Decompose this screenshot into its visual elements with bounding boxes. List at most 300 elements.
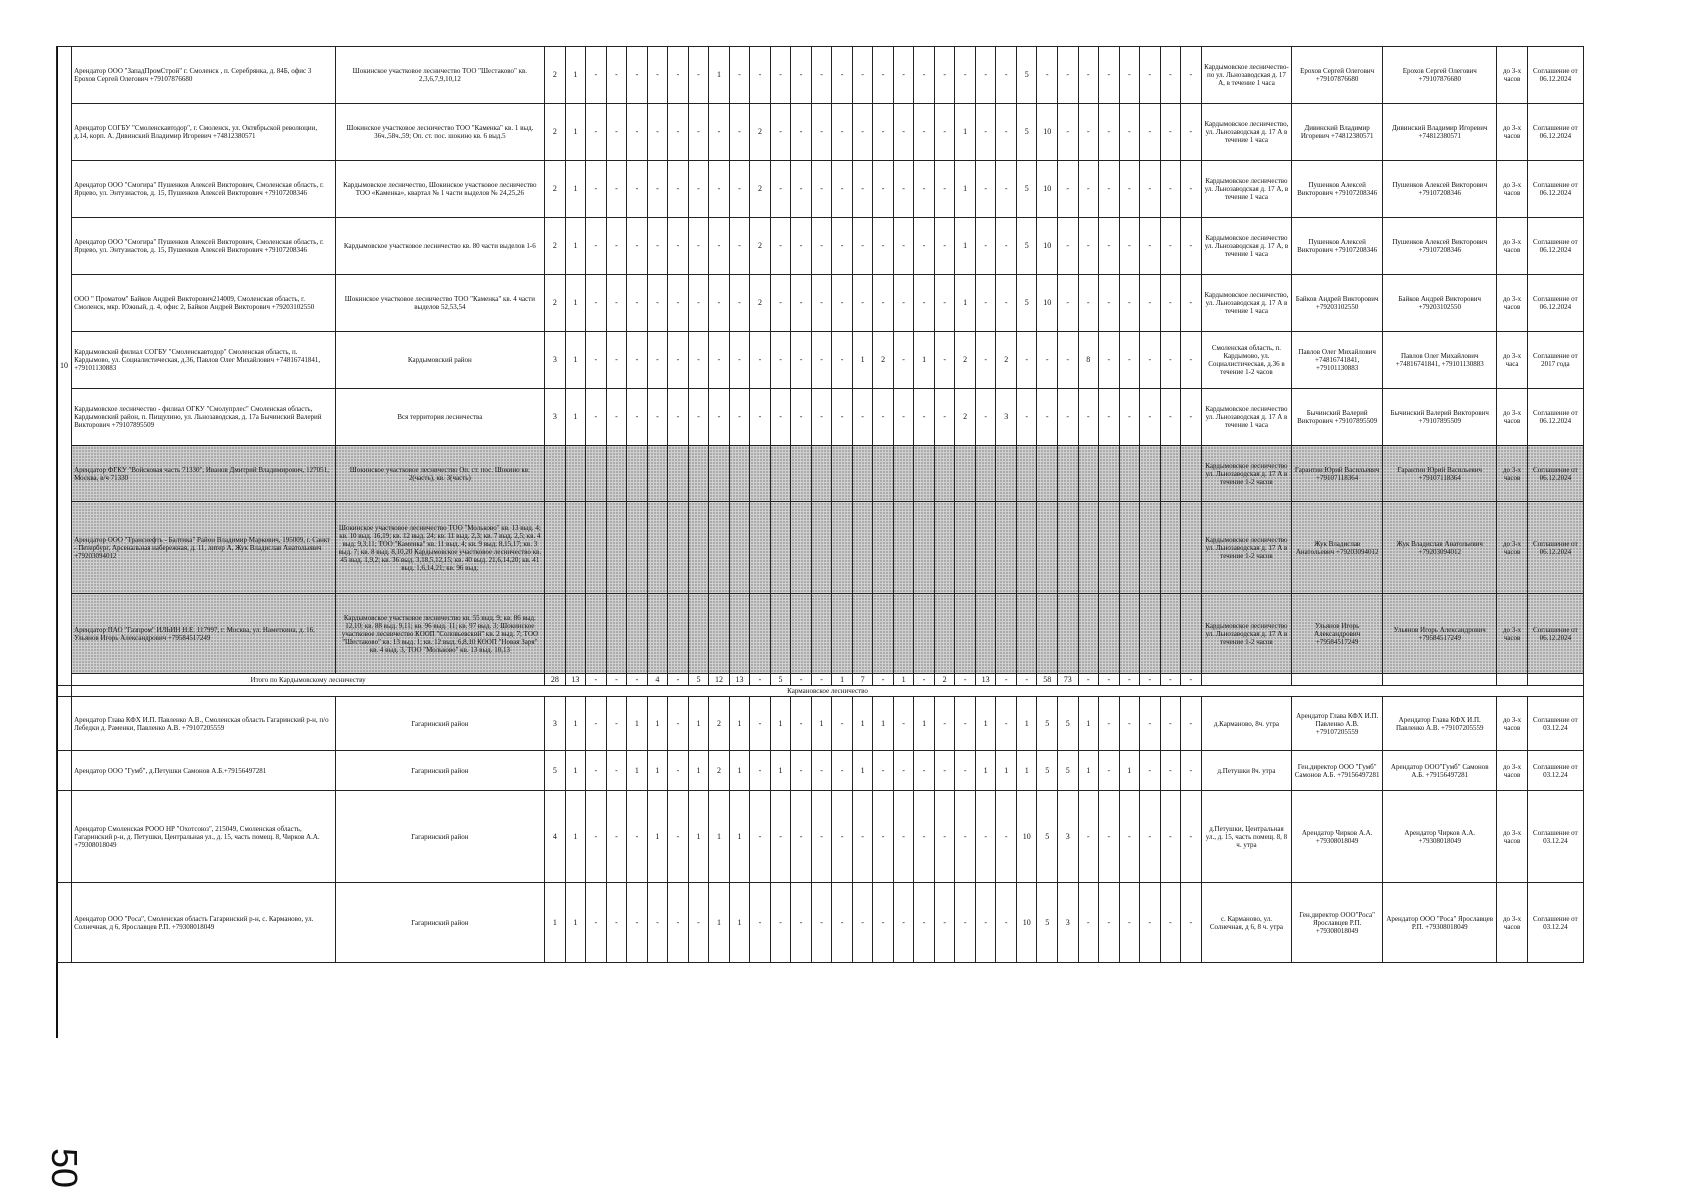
organization-cell: Кардымовский филиал СОГБУ "Смоленскавтодор" Смоленская область, п. Кардымово, ул. Социалистическая, д.36, Павлов Олег Михайлович +74816741841, +79101130883 [72,332,335,389]
resource-count-cell [1181,446,1202,502]
resource-count-cell: - [996,161,1017,218]
resource-count-cell: - [873,275,894,332]
total-count-cell: 58 [1037,674,1058,686]
resource-count-cell: 5 [1057,751,1078,791]
resource-count-cell: - [750,332,771,389]
resource-count-cell: - [914,751,935,791]
resource-count-cell: - [770,791,791,883]
resource-count-cell: - [1181,161,1202,218]
resource-count-cell: - [1181,791,1202,883]
resource-count-cell: 1 [709,47,730,104]
resource-count-cell: - [1057,389,1078,446]
table-row [57,791,1584,883]
resource-count-cell: 3 [545,389,566,446]
resource-count-cell: 1 [688,697,709,751]
total-count-cell: - [955,674,976,686]
resource-count-cell [729,446,750,502]
resource-count-cell: - [893,161,914,218]
table-row [57,697,1584,751]
contact-person-cell: Арендатор ООО "Роса" Ярославцев Р.П. +79308018049 [1383,883,1497,963]
resource-count-cell [914,594,935,674]
resource-count-cell [770,502,791,594]
responsible-contact-cell: Пушенков Алексей Викторович +79107208346 [1292,218,1383,275]
resource-count-cell [688,594,709,674]
arrival-time-cell: до 3-х часов [1497,275,1527,332]
resource-count-cell: - [750,751,771,791]
resource-count-cell: 1 [729,751,750,791]
resource-count-cell: - [750,791,771,883]
resource-count-cell: - [811,332,832,389]
resource-count-cell: - [1099,883,1120,963]
total-count-cell: - [1140,674,1161,686]
resource-count-cell: 1 [565,104,586,161]
resource-count-cell: - [914,275,935,332]
contact-person-cell: Пушенков Алексей Викторович +79107208346 [1383,218,1497,275]
resource-count-cell: 1 [1016,697,1037,751]
total-count-cell: 5 [688,674,709,686]
resource-count-cell: - [668,751,689,791]
agreement-cell: Соглашение от 06.12.2024 [1527,594,1583,674]
resource-count-cell: - [934,883,955,963]
resource-count-cell: 1 [647,697,668,751]
resource-count-cell: - [1181,104,1202,161]
resource-count-cell: 1 [770,751,791,791]
resource-count-cell: 1 [729,697,750,751]
resource-count-cell [1099,502,1120,594]
total-count-cell: 13 [975,674,996,686]
location-cell: Шокинское участковое лесничество ТОО "Каменка" кв. 4 части выделов 52,53,54 [335,275,545,332]
resource-count-cell [873,502,894,594]
resource-count-cell: - [709,389,730,446]
resource-count-cell: 1 [729,791,750,883]
resource-count-cell: - [996,47,1017,104]
resource-count-cell: 2 [545,104,566,161]
resource-count-cell: 5 [1037,883,1058,963]
resource-count-cell: 1 [955,218,976,275]
resource-count-cell: - [606,791,627,883]
resource-count-cell: - [1140,275,1161,332]
resource-count-cell: - [606,332,627,389]
resource-count-cell: - [1099,104,1120,161]
agreement-cell: Соглашение от 06.12.2024 [1527,275,1583,332]
contact-person-cell: Ульянов Игорь Александрович +79584517249 [1383,594,1497,674]
contact-person-cell: Жук Владислав Анатольевич +79203094012 [1383,502,1497,594]
resource-count-cell: - [750,47,771,104]
resource-count-cell: - [668,218,689,275]
resource-count-cell: 10 [1037,161,1058,218]
contact-person-cell: Пушенков Алексей Викторович +79107208346 [1383,161,1497,218]
resource-count-cell: - [606,104,627,161]
resource-count-cell: - [832,104,853,161]
responsible-contact-cell: Ген.директор ООО"Роса" Ярославцев Р.П. +79308018049 [1292,883,1383,963]
resource-count-cell: - [1078,389,1099,446]
resource-count-cell: 1 [811,697,832,751]
resource-count-cell: - [791,218,812,275]
resource-count-cell: - [668,883,689,963]
location-cell: Гагаринский район [335,697,545,751]
resource-count-cell: - [893,791,914,883]
resource-count-cell [1099,594,1120,674]
resource-count-cell: - [811,47,832,104]
total-empty-cell [1383,674,1497,686]
resource-count-cell: - [914,47,935,104]
resource-count-cell: 4 [545,791,566,883]
table-row [57,751,1584,791]
resource-count-cell: - [770,275,791,332]
total-count-cell: 13 [729,674,750,686]
resource-count-cell: - [606,218,627,275]
total-empty-cell [1527,674,1583,686]
address-cell: Кардымовское лесничество ул. Льнозаводская д. 17 А, в течение 1 часа [1201,161,1292,218]
resource-count-cell: - [668,275,689,332]
resource-count-cell: - [606,47,627,104]
resource-count-cell: - [1057,161,1078,218]
table-row [57,47,1584,104]
total-empty-cell [1292,674,1383,686]
total-empty-cell [1497,674,1527,686]
resource-count-cell: - [934,218,955,275]
contact-person-cell: Арендатор ООО"Гумб" Самонов А.Б. +79156497281 [1383,751,1497,791]
resource-count-cell: - [1016,332,1037,389]
resource-count-cell: - [1099,697,1120,751]
resource-count-cell: 1 [565,697,586,751]
resource-count-cell: 1 [852,697,873,751]
resource-count-cell: 2 [750,218,771,275]
resource-count-cell: 1 [565,218,586,275]
resource-count-cell [545,594,566,674]
row-index-cell [57,791,72,883]
resource-count-cell [565,502,586,594]
resource-count-cell: 1 [1078,751,1099,791]
resource-count-cell: - [606,883,627,963]
resource-count-cell: 2 [955,332,976,389]
resource-count-cell [873,446,894,502]
resource-count-cell [709,502,730,594]
resource-count-cell: - [1181,751,1202,791]
address-cell: д.Петушки, Центральная ул., д. 15, часть помещ. 8, 8 ч. утра [1201,791,1292,883]
resource-count-cell [1016,502,1037,594]
resource-count-cell: - [832,332,853,389]
resource-count-cell: - [1160,751,1181,791]
resource-count-cell: 2 [545,47,566,104]
resource-count-cell: 1 [1119,751,1140,791]
resource-count-cell [647,594,668,674]
total-count-cell: - [750,674,771,686]
resource-count-cell [1099,446,1120,502]
resource-count-cell: - [791,332,812,389]
resource-count-cell: - [1037,47,1058,104]
location-cell: Шокинское участковое лесничество ТОО "Шестаково" кв. 2,3,6,7,9,10,12 [335,47,545,104]
resource-count-cell [606,446,627,502]
resource-count-cell [627,594,648,674]
resource-count-cell [1181,502,1202,594]
resource-count-cell: - [811,791,832,883]
arrival-time-cell: до 3-х часов [1497,218,1527,275]
resource-count-cell: - [1099,161,1120,218]
resource-count-cell: - [770,218,791,275]
resource-count-cell: - [934,47,955,104]
arrival-time-cell: до 3-х часов [1497,697,1527,751]
resource-count-cell: 5 [1016,104,1037,161]
resource-count-cell: - [914,791,935,883]
resource-count-cell [832,594,853,674]
total-count-cell: - [873,674,894,686]
resource-count-cell: - [914,218,935,275]
resource-count-cell: - [914,389,935,446]
resource-count-cell: - [852,161,873,218]
resource-count-cell: - [1140,697,1161,751]
organization-cell: Арендатор ООО "Смогира" Пушенков Алексей Викторович, Смоленская область, г. Ярцево, ул. Энтузиастов, д. 15, Пушенков Алексей Викторович +79107208346 [72,161,335,218]
resource-count-cell: 3 [545,332,566,389]
resource-count-cell [1016,594,1037,674]
resource-count-cell: - [791,751,812,791]
resource-count-cell: 1 [545,883,566,963]
resource-count-cell: - [1160,791,1181,883]
resource-count-cell: - [852,389,873,446]
resource-count-cell: - [1181,218,1202,275]
resource-count-cell [1181,594,1202,674]
resource-count-cell [832,502,853,594]
resource-count-cell: - [893,275,914,332]
resource-count-cell: - [709,275,730,332]
total-count-cell: 7 [852,674,873,686]
resource-count-cell [1037,502,1058,594]
resource-count-cell: 1 [914,332,935,389]
resource-count-cell: - [606,161,627,218]
resource-count-cell: 10 [1037,275,1058,332]
resource-count-cell: - [955,791,976,883]
resource-count-cell [852,502,873,594]
resource-count-cell: - [811,751,832,791]
resource-count-cell: - [586,697,607,751]
resource-count-cell [975,446,996,502]
resource-count-cell: 1 [1078,697,1099,751]
resource-count-cell: - [996,697,1017,751]
resource-count-cell: - [1078,275,1099,332]
resource-count-cell: - [832,218,853,275]
resource-count-cell: 1 [647,751,668,791]
agreement-cell: Соглашение от 2017 года [1527,332,1583,389]
resource-count-cell: - [647,104,668,161]
resource-count-cell: 1 [627,697,648,751]
total-label: Итого по Кардымовскому лесничеству [72,674,545,686]
location-cell: Шокинское участковое лесничество ТОО "Мольково" кв. 13 выд. 4; кв. 10 выд. 16,19; кв. 12 выд. 24; кв. 11 выд. 2,3; кв. 7 выд. 2,5; кв. 4 выд. 9,3,11; ТОО "Каменка" кв. 11 выд. 4; кв. 9 выд. 8,15,17; кв. 3 выд. 7; кв. 8 выд. 8,10,20 Кардымовское участковое лесничество кв. 45 выд. 1,9,2; кв. 36 выд. 3,18,5,12,15; кв. 40 выд. 21,6,14,20; кв. 41 выд. 1,6,14,21; кв. 96 выд. [335,502,545,594]
total-row [57,674,1584,686]
resource-count-cell: - [1078,47,1099,104]
address-cell: Кардымовское лесничество ул. Льнозаводская д. 17 А в течение 1 часа [1201,389,1292,446]
resource-count-cell [811,446,832,502]
resource-count-cell: - [811,218,832,275]
resource-count-cell [1057,502,1078,594]
total-count-cell: - [668,674,689,686]
resource-count-cell: - [1181,883,1202,963]
resource-count-cell: - [770,332,791,389]
contact-person-cell: Ерохов Сергей Олегович +79107876680 [1383,47,1497,104]
address-cell: Кардымовское лесничество ул. Льнозаводская д. 17 А в течение 1-2 часов [1201,594,1292,674]
total-count-cell: - [627,674,648,686]
agreement-cell: Соглашение от 03.12.24 [1527,791,1583,883]
resource-count-cell: 1 [729,883,750,963]
resource-count-cell: - [1160,883,1181,963]
total-count-cell: 73 [1057,674,1078,686]
resource-count-cell: 5 [545,751,566,791]
resource-count-cell: - [770,47,791,104]
resource-count-cell: - [1140,751,1161,791]
resource-count-cell: - [1099,47,1120,104]
resource-count-cell: - [770,161,791,218]
resource-count-cell: 3 [545,697,566,751]
table-row [57,594,1584,674]
resource-count-cell: 1 [565,751,586,791]
resource-count-cell: - [1057,47,1078,104]
resource-count-cell: - [914,161,935,218]
address-cell: д.Карманово, 8ч. утра [1201,697,1292,751]
agreement-cell: Соглашение от 06.12.2024 [1527,446,1583,502]
resource-count-cell [934,502,955,594]
resource-count-cell: - [975,332,996,389]
total-count-cell: - [996,674,1017,686]
total-count-cell: 2 [934,674,955,686]
resource-count-cell [1140,446,1161,502]
total-count-cell: 12 [709,674,730,686]
resource-count-cell: - [873,218,894,275]
resource-count-cell: - [852,104,873,161]
resource-count-cell: - [750,389,771,446]
resource-count-cell: 10 [1037,104,1058,161]
resource-count-cell [811,594,832,674]
resource-count-cell: - [1037,389,1058,446]
resource-count-cell: - [893,389,914,446]
agreement-cell: Соглашение от 06.12.2024 [1527,161,1583,218]
arrival-time-cell: до 3-х часов [1497,161,1527,218]
resource-count-cell: 5 [1016,161,1037,218]
resource-count-cell: 5 [1037,791,1058,883]
total-count-cell: 5 [770,674,791,686]
resource-count-cell: - [873,389,894,446]
resource-count-cell: 2 [709,697,730,751]
resource-count-cell [1119,502,1140,594]
resource-count-cell: - [668,332,689,389]
resource-count-cell [791,594,812,674]
responsible-contact-cell: Гарантин Юрий Васильевич +79107118364 [1292,446,1383,502]
organization-cell: Арендатор ООО "Транснефть - Балтика" Район Владимир Маркович, 195009, г. Санкт - Петербург, Арсенальная набережная, д. 11, литер А, Жук Владислав Анатольевич +79203094012 [72,502,335,594]
resource-count-cell [1119,446,1140,502]
resource-count-cell [791,446,812,502]
resource-count-cell: - [934,104,955,161]
resource-count-cell [668,502,689,594]
resource-count-cell: - [832,791,853,883]
responsible-contact-cell: Байков Андрей Викторович +79203102550 [1292,275,1383,332]
responsible-contact-cell: Бычинский Валерий Викторович +79107895509 [1292,389,1383,446]
arrival-time-cell: до 3-х часов [1497,751,1527,791]
organization-cell: Арендатор ООО "ЗападПромСтрой" г. Смоленск , п. Серебрянка, д. 84Б, офис 3 Ерохов Сергей Олегович +79107876680 [72,47,335,104]
resource-count-cell: - [627,275,648,332]
resource-count-cell: - [791,883,812,963]
resource-count-cell: 5 [1016,218,1037,275]
resource-count-cell: 5 [1016,47,1037,104]
resource-count-cell: - [688,332,709,389]
resource-count-cell: - [1119,332,1140,389]
resource-count-cell: - [975,883,996,963]
resource-count-cell: 1 [647,791,668,883]
resource-count-cell [975,502,996,594]
resource-count-cell: - [709,161,730,218]
resource-count-cell: - [934,751,955,791]
resource-count-cell [1078,502,1099,594]
address-cell: Кардымовское лесничество, ул. Льнозаводская д. 17 А в течение 1 часа [1201,275,1292,332]
responsible-contact-cell: Жук Владислав Анатольевич +79203094012 [1292,502,1383,594]
resource-count-cell [1037,446,1058,502]
arrival-time-cell: до 3-х часов [1497,446,1527,502]
resource-count-cell: - [627,791,648,883]
resource-count-cell: - [647,332,668,389]
resource-count-cell: - [627,883,648,963]
responsible-contact-cell: Ген.директор ООО "Гумб" Самонов А.Б. +79156497281 [1292,751,1383,791]
row-index-cell [57,883,72,963]
resource-count-cell [1160,446,1181,502]
resource-count-cell: - [709,218,730,275]
resource-count-cell: - [811,275,832,332]
resource-count-cell: - [606,697,627,751]
resource-count-cell: - [791,275,812,332]
resource-count-cell: 1 [627,751,648,791]
arrival-time-cell: до 3-х часов [1497,502,1527,594]
resource-count-cell: - [729,218,750,275]
resource-count-cell: - [832,47,853,104]
resource-count-cell: - [586,47,607,104]
organization-cell: Арендатор Смоленская РООО НР "Охотсоюз", 215049, Смоленская область, Гагаринский р-н, д. Петушки, Центральная ул., д. 15, часть помещ. 8, Чирков А.А. +79308018049 [72,791,335,883]
resource-count-cell: - [647,47,668,104]
resource-count-cell [586,446,607,502]
contact-person-cell: Гарантин Юрий Васильевич +79107118364 [1383,446,1497,502]
resource-count-cell [1057,446,1078,502]
resource-count-cell: 1 [565,47,586,104]
resource-count-cell: 1 [565,883,586,963]
table-row [57,446,1584,502]
resource-count-cell: - [688,389,709,446]
resource-count-cell: - [1140,332,1161,389]
resource-count-cell: - [586,751,607,791]
resource-count-cell: 1 [852,332,873,389]
resource-count-cell [955,502,976,594]
total-count-cell: 1 [893,674,914,686]
resource-count-cell: 1 [1016,751,1037,791]
resource-count-cell: 2 [955,389,976,446]
resource-count-cell [893,446,914,502]
resource-count-cell: 1 [770,697,791,751]
organization-cell: Арендатор Глава КФХ И.П. Павленко А.В., Смоленская область Гагаринский р-н, п/о Лебедки д. Раменки, Павленко А.В. +79107205559 [72,697,335,751]
resource-count-cell: - [811,883,832,963]
resource-count-cell: 5 [1057,697,1078,751]
resource-count-cell: - [1160,161,1181,218]
resource-count-cell: - [1099,218,1120,275]
resource-count-cell [586,594,607,674]
resource-count-cell: - [1119,389,1140,446]
resource-count-cell: - [1140,791,1161,883]
resource-count-cell: - [1160,332,1181,389]
resource-count-cell [1140,594,1161,674]
resource-count-cell: - [791,697,812,751]
resource-count-cell: - [1119,883,1140,963]
resource-count-cell: 2 [545,275,566,332]
resource-count-cell: - [791,47,812,104]
resource-count-cell: 1 [709,791,730,883]
resource-count-cell: - [955,883,976,963]
resource-count-cell: - [1160,104,1181,161]
resource-count-cell: 2 [996,332,1017,389]
resource-count-cell [565,446,586,502]
resource-count-cell: - [586,218,607,275]
